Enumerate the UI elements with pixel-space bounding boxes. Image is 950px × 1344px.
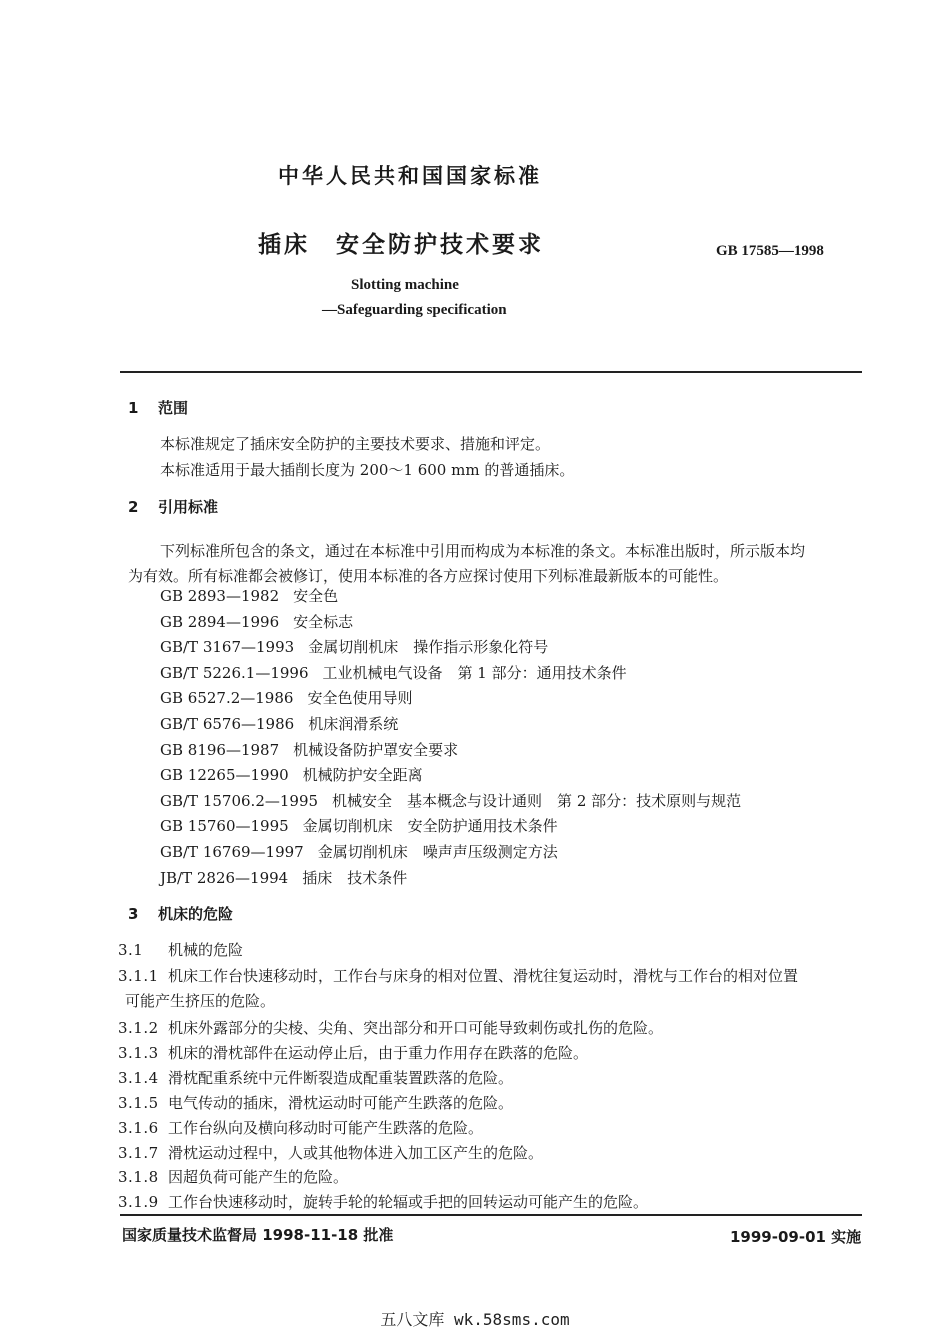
reference-item: [160, 636, 548, 657]
standard-title: [258, 226, 544, 259]
clause-item: [118, 1092, 513, 1113]
clause-item: [118, 1042, 588, 1063]
reference-code: GB/T 16769—1997: [160, 843, 304, 861]
clause-text: 滑枕运动过程中，人或其他物体进入加工区产生的危险。: [168, 1144, 544, 1162]
clause-text: 因超负荷可能产生的危险。: [168, 1168, 349, 1186]
reference-code: GB 8196—1987: [160, 740, 280, 759]
clause-number: 3.1.9: [118, 1193, 159, 1211]
clause-text-continuation: 可能产生挤压的危险。: [125, 992, 276, 1010]
reference-title: 安全色使用导则: [307, 689, 413, 708]
title-part-2: 安全防护技术要求: [336, 232, 544, 258]
clause-number: 3.1.8: [118, 1168, 159, 1186]
footer-divider: [120, 1214, 862, 1216]
clause-item: [118, 1067, 513, 1088]
reference-title: 安全标志: [293, 612, 354, 631]
clause-item: [118, 965, 798, 986]
title-part-1: 插床: [258, 232, 310, 258]
clause-item: [118, 1142, 543, 1163]
clause-number: 3.1.2: [118, 1019, 159, 1037]
reference-title: 机床润滑系统: [308, 715, 399, 733]
reference-title: 机械设备防护罩安全要求: [293, 740, 459, 759]
section-3-heading: 3 机床的危险: [128, 905, 234, 923]
clause-number: 3.1.5: [118, 1094, 159, 1112]
section-2-paragraph-line-2: 为有效。所有标准都会被修订，使用本标准的各方应探讨使用下列标准最新版本的可能性。: [128, 567, 729, 585]
clause-text: 工作台纵向及横向移动时可能产生跌落的危险。: [168, 1119, 484, 1137]
reference-item: [160, 739, 458, 760]
standard-code: GB 17585—1998: [716, 243, 824, 259]
clause-number: 3.1.4: [118, 1069, 159, 1087]
reference-code: GB/T 6576—1986: [160, 715, 295, 733]
reference-item: [160, 790, 741, 811]
site-watermark: 五八文库 wk.58sms.com: [380, 1310, 570, 1329]
english-title-line-2: —Safeguarding specification: [322, 302, 507, 318]
clause-item: [118, 1191, 648, 1212]
reference-code: GB/T 3167—1993: [160, 638, 295, 657]
reference-item: [160, 662, 627, 683]
approval-line: 国家质量技术监督局 1998-11-18 批准: [122, 1226, 394, 1244]
reference-title: 机械防护安全距离: [302, 766, 423, 785]
section-1-paragraph-1: 本标准规定了插床安全防护的主要技术要求、措施和评定。: [160, 435, 551, 453]
english-title-line-1: Slotting machine: [351, 277, 459, 293]
reference-title: 工业机械电气设备 第 1 部分：通用技术条件: [322, 663, 627, 682]
clause-text: 机床的滑枕部件在运动停止后，由于重力作用存在跌落的危险。: [168, 1044, 589, 1062]
reference-title: 金属切削机床 噪声声压级测定方法: [317, 843, 558, 861]
clause-number: 3.1.3: [118, 1044, 159, 1062]
reference-code: GB 12265—1990: [160, 766, 289, 785]
effective-date: 1999-09-01 实施: [730, 1228, 862, 1246]
section-1-paragraph-2: 本标准适用于最大插削长度为 200～1 600 mm 的普通插床。: [160, 461, 575, 479]
section-1-heading: 1 范围: [128, 399, 189, 417]
reference-code: GB 2893—1982: [160, 587, 280, 605]
reference-title: 金属切削机床 安全防护通用技术条件: [302, 817, 558, 836]
reference-item: [160, 815, 558, 836]
reference-code: JB/T 2826—1994: [160, 868, 289, 887]
reference-item: [160, 713, 398, 734]
reference-item: [160, 687, 412, 708]
clause-number: 3.1.6: [118, 1119, 159, 1137]
reference-code: GB 15760—1995: [160, 817, 289, 836]
clause-item: [118, 1117, 483, 1138]
reference-code: GB 2894—1996: [160, 612, 280, 631]
reference-code: GB/T 15706.2—1995: [160, 791, 319, 810]
reference-item: [160, 867, 407, 888]
clause-text: 机械的危险: [168, 941, 244, 959]
reference-item: [160, 764, 423, 785]
national-standard-heading: 中华人民共和国国家标准: [278, 164, 542, 188]
clause-number: 3.1.1: [118, 967, 159, 985]
clause-text: 机床外露部分的尖棱、尖角、突出部分和开口可能导致刺伤或扎伤的危险。: [168, 1019, 664, 1037]
reference-title: 机械安全 基本概念与设计通则 第 2 部分：技术原则与规范: [332, 791, 742, 810]
section-2-heading: 2 引用标准: [128, 498, 219, 516]
clause-number: 3.1: [118, 941, 144, 959]
clause-text: 机床工作台快速移动时，工作台与床身的相对位置、滑枕往复运动时，滑枕与工作台的相对位置: [168, 967, 799, 985]
clause-item: [118, 1017, 663, 1038]
reference-title: 金属切削机床 操作指示形象化符号: [308, 638, 549, 657]
clause-text: 电气传动的插床，滑枕运动时可能产生跌落的危险。: [168, 1094, 514, 1112]
clause-item: [118, 1166, 348, 1187]
reference-item: [160, 611, 353, 632]
clause-item: [118, 939, 243, 960]
reference-item: [160, 585, 338, 606]
header-divider: [120, 371, 862, 373]
clause-text: 工作台快速移动时，旋转手轮的轮辐或手把的回转运动可能产生的危险。: [168, 1193, 649, 1211]
clause-number: 3.1.7: [118, 1144, 159, 1162]
reference-title: 插床 技术条件: [302, 868, 408, 887]
clause-text: 滑枕配重系统中元件断裂造成配重装置跌落的危险。: [168, 1069, 514, 1087]
reference-title: 安全色: [293, 587, 339, 605]
reference-item: [160, 841, 558, 862]
reference-code: GB 6527.2—1986: [160, 689, 294, 708]
reference-code: GB/T 5226.1—1996: [160, 663, 309, 682]
section-2-paragraph-line-1: 下列标准所包含的条文，通过在本标准中引用而构成为本标准的条文。本标准出版时，所示版本均: [160, 542, 806, 560]
